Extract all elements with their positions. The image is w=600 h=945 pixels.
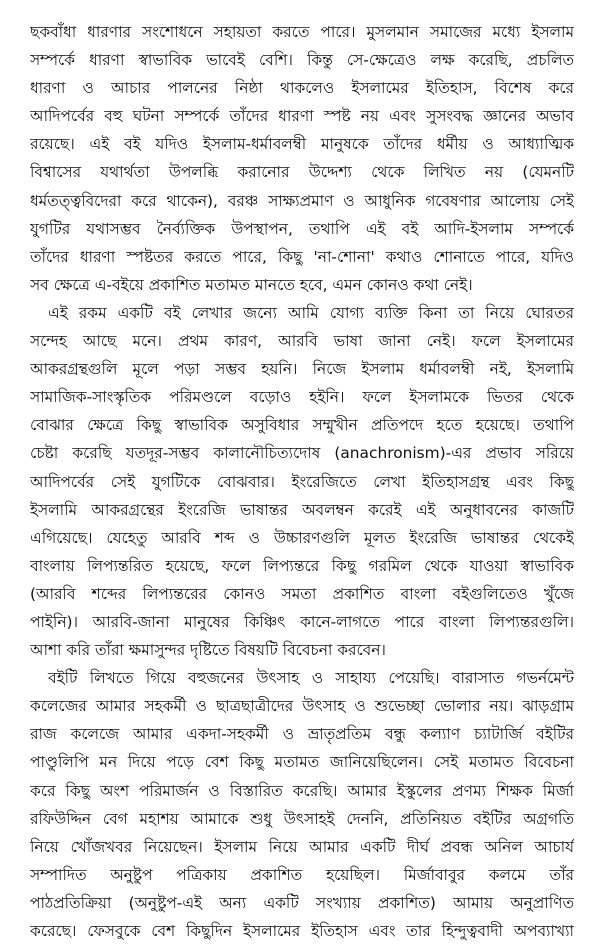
text-line: করে কিছু অংশ পরিমার্জন ও বিস্তারিত করেছি। আমার ইস্কুলের প্রণম্য শিক্ষক মির্জা [30,781,574,800]
text-line: আদিপর্বের সেই যুগটিকে বোঝবার। ইংরেজিতে লেখা ইতিহাসগ্রন্থ এবং কিছু [30,472,574,491]
text-line: এগিয়েছে। যেহেতু আরবি শব্দ ও উচ্চারণগুলি মূলত ইংরেজি ভাষান্তর থেকেই [30,528,574,547]
text-line: নিয়ে খোঁজখবর নিয়েছেন। ইসলাম নিয়ে আমার একটি দীর্ঘ প্রবন্ধ অনিল আচার্য [30,837,574,856]
text-line: সম্পর্কে ধারণা স্বাভাবিক ভাবেই বেশি। কিন্তু সে-ক্ষেত্রেও লক্ষ করেছি, প্রচলিত [30,51,574,70]
text-line: রাজ কলেজে আমার একদা-সহকর্মী ও ভ্রাতৃপ্রতিম বন্ধু কল্যাণ চ্যাটার্জি বইটির [30,725,574,744]
text-line: বিশ্বাসের যথার্থতা উপলব্ধি করানোর উদ্দেশ্য থেকে লিখিত নয় (যেমনটি [30,163,574,182]
text-line: এই রকম একটি বই লেখার জন্যে আমি যোগ্য ব্যক্তি কিনা তা নিয়ে ঘোরতর [48,303,574,322]
text-line: আদিপর্বের বহু ঘটনা সম্পর্কে তাঁদের ধারণা স্পষ্ট নয় এবং সুসংবদ্ধ জ্ঞানের অভাব [30,107,574,126]
text-line: তাঁদের ধারণা স্পষ্টতর করতে পারে, কিছু 'না-শোনা' কথাও শোনাতে পারে, যদিও [30,247,574,266]
text-line: ধারণা ও আচার পালনের নিষ্ঠা থাকলেও ইসলামের ইতিহাস, বিশেষ করে [30,79,574,98]
text-line: ছকবাঁধা ধারণার সংশোধনে সহায়তা করতে পারে। মুসলমান সমাজের মধ্যে ইসলাম [30,23,574,41]
paragraph-1 [30,18,574,299]
text-line: রফিউদ্দিন বেগ মহাশয় আমাকে শুধু উৎসাহই দেননি, প্রতিনিয়ত বইটির অগ্রগতি [30,809,574,828]
text-line: বইটি লিখতে গিয়ে বহুজনের উৎসাহ ও সাহায্য পেয়েছি। বারাসাত গভর্নমেন্ট [48,669,574,688]
text-line: পাঠপ্রতিক্রিয়া (অনুষ্টুপ-এই অন্য একটি সংখ্যায় প্রকাশিত) আমায় অনুপ্রাণিত [30,893,574,912]
paragraph-2 [30,299,574,664]
text-line: ধর্মতত্ত্ববিদেরা করে থাকেন), বরঞ্চ সাক্ষ্যপ্রমাণ ও আধুনিক গবেষণার আলোয় সেই [30,191,574,210]
text-line: সব ক্ষেত্রে এ-বইয়ে প্রকাশিত মতামত মানতে হবে, এমন কোনও কথা নেই। [30,275,473,294]
text-line: সম্পাদিত অনুষ্টুপ পত্রিকায় প্রকাশিত হয়েছিল। মির্জাবাবুর কলমে তাঁর [30,865,574,884]
text-line: (আরবি শব্দের লিপ্যন্তরের কোনও সমতা প্রকাশিত বাংলা বইগুলিতেও খুঁজে [30,584,574,603]
paragraph-3 [30,664,574,945]
text-line: পাইনি)। আরবি-জানা মানুষের কিঞ্চিৎ কানে-লাগতে পারে বাংলা লিপ্যন্তরগুলি। [30,612,574,631]
text-line: পাণ্ডুলিপি মন দিয়ে পড়ে বেশ কিছু মতামত জানিয়েছিলেন। সেই মতামত বিবেচনা [30,753,574,772]
text-line: সন্দেহ আছে মনে। প্রথম কারণ, আরবি ভাষা জানা নেই। ফলে ইসলামের [30,332,574,351]
text-line: কলেজের আমার সহকর্মী ও ছাত্রছাত্রীদের উৎসাহ ও শুভেচ্ছা ভোলার নয়। ঝাড়গ্রাম [30,697,574,716]
text-line: বোঝার ক্ষেত্রে কিছু স্বাভাবিক অসুবিধার সম্মুখীন প্রতিপদে হতে হয়েছে। তথাপি [30,416,574,435]
text-line: চেষ্টা করেছি যতদূর-সম্ভব কালানৌচিত্যদোষ (anachronism)-এর প্রভাব সরিয়ে [30,444,574,463]
text-line: করেছে। ফেসবুকে বেশ কিছুদিন ইসলামের ইতিহাস এবং তার হিন্দুত্ববাদী অপব্যাখ্যা [30,922,574,940]
text-line: সামাজিক-সাংস্কৃতিক পরিমণ্ডলে বড়োও হইনি। ফলে ইসলামকে ভিতর থেকে [30,388,574,407]
text-line: আকরগ্রন্থগুলি মূলে পড়া সম্ভব হয়নি। নিজে ইসলাম ধর্মাবলম্বী নই, ইসলামি [30,360,574,379]
text-line: আশা করি তাঁরা ক্ষমাসুন্দর দৃষ্টিতে বিষয়টি বিবেচনা করবেন। [30,641,386,660]
text-line: রয়েছে। এই বই যদিও ইসলাম-ধর্মাবলম্বী মানুষকে তাঁদের ধর্মীয় ও আধ্যাত্মিক [30,135,574,154]
text-line: ইসলামি আকরগ্রন্থের ইংরেজি ভাষান্তর অবলম্বন করেই এই অনুধাবনের কাজটি [30,500,574,519]
text-line: বাংলায় লিপ্যন্তরিত হয়েছে, ফলে লিপ্যন্তরে কিছু গরমিল থেকে যাওয়া স্বাভাবিক [30,556,574,575]
text-line: যুগটির যথাসম্ভব নৈর্ব্যক্তিক উপস্থাপন, তথাপি এই বই আদি-ইসলাম সম্পর্কে [30,219,574,238]
